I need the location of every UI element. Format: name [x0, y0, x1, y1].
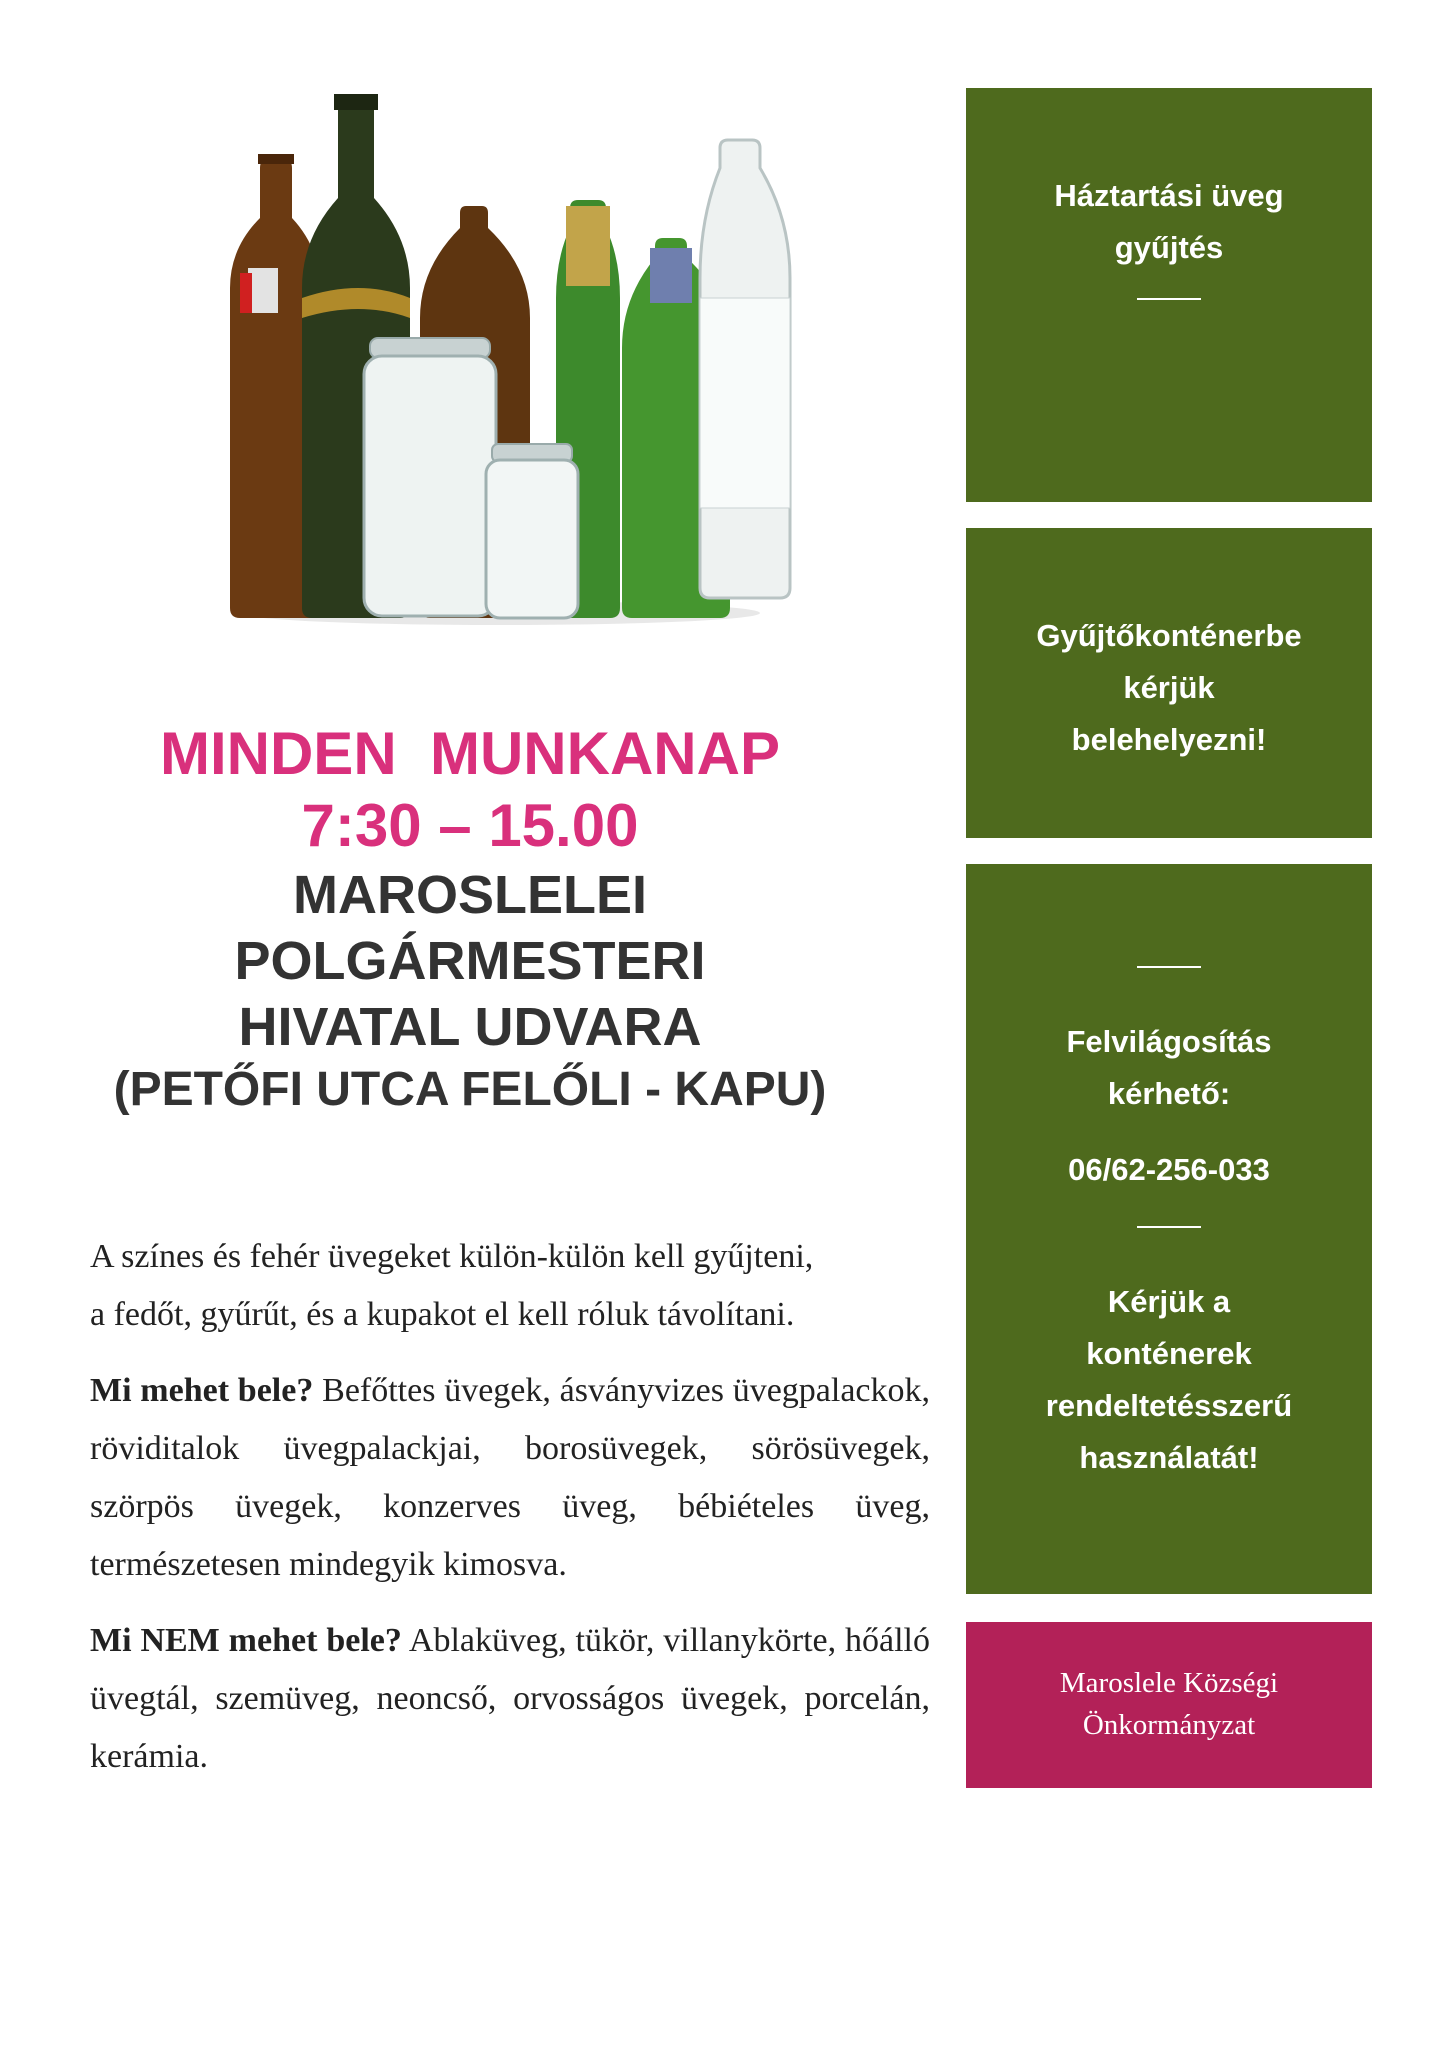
box3-line1: Felvilágosítás: [1066, 1024, 1272, 1059]
glass-jar-icon: [364, 338, 496, 616]
glass-bottles-illustration: [200, 88, 800, 628]
footer-line1: Maroslele Községi: [1059, 1667, 1279, 1699]
intro-line-2: a fedőt, gyűrűt, és a kupakot el kell róluk távolítani.: [90, 1296, 795, 1333]
forbidden-paragraph: [90, 1612, 930, 1786]
allowed-paragraph: [90, 1362, 930, 1594]
box3-line4: konténerek: [1086, 1336, 1252, 1371]
box1-line1: Háztartási üveg: [1054, 178, 1284, 213]
box3-line2: kérhető:: [1107, 1076, 1231, 1111]
footer-line2: Önkormányzat: [1082, 1709, 1256, 1741]
box3-line6: használatát!: [1079, 1440, 1259, 1475]
headline-location-1: MAROSLELEI: [292, 865, 647, 925]
glass-jar-icon: [486, 444, 578, 618]
phone-number: 06/62-256-033: [1068, 1152, 1270, 1187]
divider: [1137, 298, 1201, 300]
box2-line3: belehelyezni!: [1071, 722, 1267, 757]
headline-location-3: HIVATAL UDVARA: [238, 997, 702, 1057]
intro-line-1: A színes és fehér üvegeket külön-külön kell gyűjteni,: [90, 1238, 814, 1275]
box2-line2: kérjük: [1123, 670, 1215, 705]
box2-line1: Gyűjtőkonténerbe: [1036, 618, 1302, 653]
clear-bottle-icon: [700, 140, 790, 598]
info-box-collection: [966, 88, 1372, 502]
box1-line2: gyűjtés: [1114, 230, 1224, 265]
headline-days: MINDEN MUNKANAP: [160, 720, 780, 787]
info-box-contact: [966, 864, 1372, 1594]
headline-location-4: (PETŐFI UTCA FELŐLI - KAPU): [113, 1063, 827, 1116]
forbidden-text: Ablaküveg, tükör, villanykörte, hőálló üvegtál, szemüveg, neoncső, orvosságos üvegek, porcelán, kerámia.: [90, 1622, 930, 1775]
headline-hours: 7:30 – 15.00: [301, 792, 639, 859]
headline-location-2: POLGÁRMESTERI: [234, 931, 706, 991]
info-box-container: [966, 528, 1372, 838]
allowed-text: Befőttes üvegek, ásványvizes üvegpalackok, röviditalok üvegpalackjai, borosüvegek, sörösüvegek, szörpös üvegek, konzerves üveg, bébiételes üveg, természetesen mindegyik kimosva.: [90, 1372, 931, 1583]
allowed-label: Mi mehet bele?: [90, 1372, 314, 1409]
forbidden-label: Mi NEM mehet bele?: [90, 1622, 402, 1659]
footer-box: [966, 1622, 1372, 1788]
box3-line3: Kérjük a: [1107, 1284, 1231, 1319]
headline-block: [40, 718, 900, 1120]
body-text: [90, 1228, 930, 1786]
box3-line5: rendeltetésszerű: [1045, 1388, 1293, 1423]
